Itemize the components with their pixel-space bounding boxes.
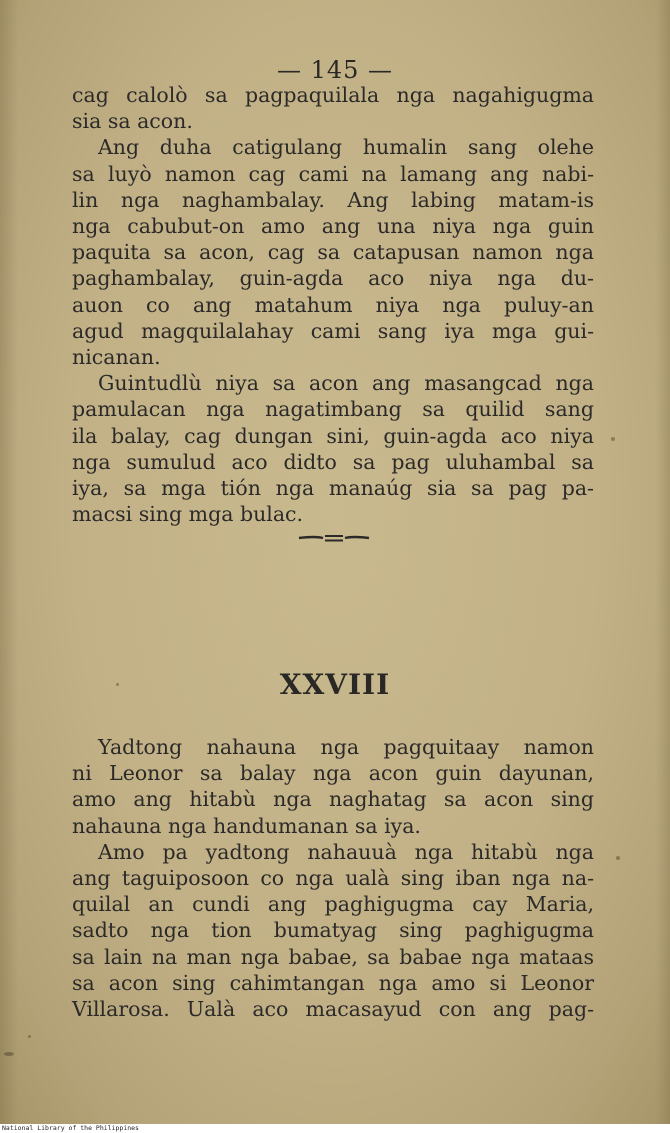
paragraph-start-line: Yadtong nahauna nga pagquitaay namon xyxy=(98,735,594,759)
text-line: auon co ang matahum niya nga puluy-an xyxy=(72,292,594,317)
text-line: sia sa acon. xyxy=(72,109,193,134)
paper-speck xyxy=(4,1052,14,1056)
text-line: nicanan. xyxy=(72,345,161,370)
text-line: macsi sing mga bulac. xyxy=(72,502,304,527)
library-credit: National Library of the Philippines xyxy=(2,1124,139,1132)
text-line: amo ang hitabù nga naghatag sa acon sing xyxy=(72,787,594,812)
text-line: paghambalay, guin-agda aco niya nga du- xyxy=(72,266,594,291)
text-line: agud magquilalahay cami sang iya mga gui- xyxy=(72,318,594,343)
chapter-heading: XXVIII xyxy=(279,668,391,701)
paper-speck xyxy=(116,683,119,686)
text-line: Villarosa. Ualà aco macasayud con ang pag- xyxy=(72,997,594,1022)
text-block-bottom xyxy=(72,734,594,1022)
text-line: nahauna nga handumanan sa iya. xyxy=(72,813,421,838)
paragraph-start-line: Ang duha catigulang humalin sang olehe xyxy=(98,135,594,160)
section-divider-ornament xyxy=(297,530,371,546)
text-line: nga sumulud aco didto sa pag uluhambal sa xyxy=(72,449,594,474)
text-line: ila balay, cag dungan sini, guin-agda aco niya xyxy=(72,423,594,448)
paper-speck xyxy=(616,856,620,860)
text-line: cag calolò sa pagpaquilala nga nagahigugma xyxy=(72,83,594,107)
text-line: ang taguiposoon co nga ualà sing iban nga na- xyxy=(72,866,594,891)
text-line: nga cabubut-on amo ang una niya nga guin xyxy=(72,214,594,239)
paragraph-start-line: Guintudlù niya sa acon ang masangcad nga xyxy=(98,371,594,396)
paper-speck xyxy=(28,1035,31,1038)
text-line: paquita sa acon, cag sa catapusan namon nga xyxy=(72,240,594,265)
paragraph-start-line: Amo pa yadtong nahauuà nga hitabù nga xyxy=(98,839,594,864)
text-line: sa acon sing cahimtangan nga amo si Leonor xyxy=(72,970,594,995)
paper-speck xyxy=(611,437,615,441)
text-line: sadto nga tion bumatyag sing paghigugma xyxy=(72,918,594,943)
page-number: — 145 — xyxy=(276,56,394,84)
text-line: lin nga naghambalay. Ang labing matam-is xyxy=(72,187,594,212)
text-block-top xyxy=(72,82,594,527)
text-line: sa lain na man nga babae, sa babae nga mataas xyxy=(72,944,594,969)
text-line: pamulacan nga nagatimbang sa quilid sang xyxy=(72,397,594,422)
text-line: iya, sa mga tión nga manaúg sia sa pag pa- xyxy=(72,476,594,501)
text-line: ni Leonor sa balay nga acon guin dayunan, xyxy=(72,761,594,786)
text-line: sa luyò namon cag cami na lamang ang nabi- xyxy=(72,161,594,186)
text-line: quilal an cundi ang paghigugma cay Maria, xyxy=(72,892,594,917)
